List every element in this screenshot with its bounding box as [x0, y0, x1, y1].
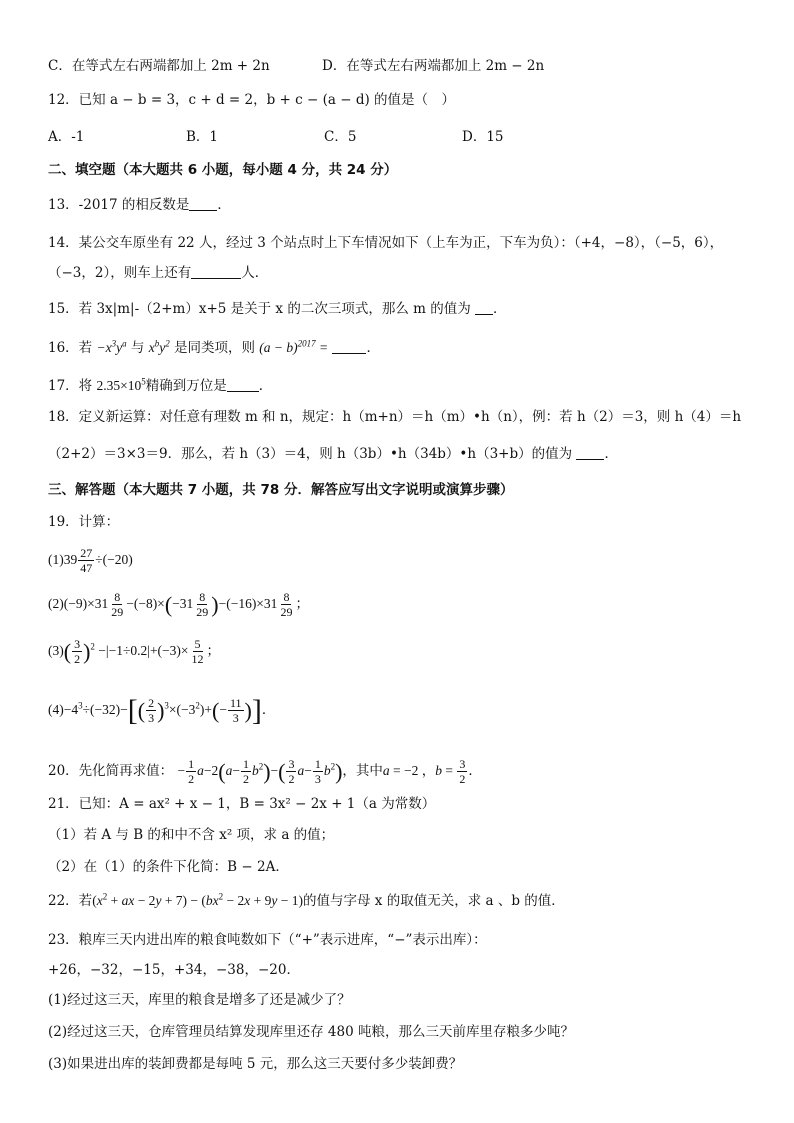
q15-answer-blank[interactable]	[475, 300, 493, 315]
q16-expression: $(a - b)^{2017}$ =	[259, 338, 329, 355]
q22: 22．若($x^2$ + ax − $2y + 7) - (bx^2 - 2x + 9y - 1)$的值与字母 x 的取值无关，求 a 、b 的值．	[48, 891, 565, 909]
q23-question3: (3)如果进出库的装卸费都是每吨 5 元，那么这三天要付多少装卸费？	[48, 1056, 463, 1072]
q14-line2	[48, 263, 268, 283]
q17-mid: 精确到万位是	[145, 378, 227, 394]
q14-answer-blank[interactable]	[191, 264, 241, 279]
q19-part1: (1)39 $\frac{27}{47}$ ÷(−20)	[48, 546, 133, 576]
q14-line1: 14．某公交车原坐有 22 人，经过 3 个站点时上下车情况如下（上车为正，下车为负）：（+4，−8），（−5，6），	[48, 235, 724, 251]
q21-stem: 21．已知：A = ax² + x − 1，B = 3x² − 2x + 1（a 为常数）	[48, 796, 436, 812]
q17-answer-blank[interactable]	[227, 377, 259, 392]
q16-mid: 与	[130, 340, 145, 356]
q16-answer-blank[interactable]	[332, 339, 366, 354]
q19-title: 19．计算：	[48, 514, 120, 530]
q18-answer-blank[interactable]	[576, 445, 604, 460]
q18-line2	[48, 444, 618, 464]
q18-line2-text: （2+2）＝3×3＝9．那么，若 h（3）＝4，则 h（3b）•h（34b）•h（3+b）的值为	[48, 446, 573, 462]
q13-end: ．	[217, 197, 231, 213]
q20-expression: − $\frac{1}{2}$ a−2(a− $\frac{1}{2}$ $b^2)-$( $\frac{3}{2}$ a− $\frac{1}{3}$ $b^2$)	[177, 757, 343, 787]
q18-line1: 18．定义新运算：对任意有理数 m 和 n，规定：h（m+n）＝h（m）•h（n），例：若 h（2）＝3，则 h（4）＝h	[48, 409, 742, 425]
q14-line2-end: 人．	[241, 265, 269, 281]
q15-text: 15．若 3x|m|-（2+m）x+5 是关于 x 的二次三项式，那么 m 的值为	[48, 301, 471, 317]
q16-end: ．	[366, 340, 380, 356]
q17-number: $2.35\times 10^5$	[96, 376, 146, 393]
q16-prefix: 16．若	[48, 340, 93, 356]
q23-values: +26，−32，−15，+34，−38，−20．	[48, 962, 300, 978]
q12-option-a: A．-1	[48, 129, 85, 145]
q12-option-c: C．5	[324, 129, 357, 145]
section2-heading: 二、填空题（本大题共 6 小题，每小题 4 分，共 24 分）	[48, 162, 398, 178]
q15	[48, 299, 507, 319]
q12-option-b: B．1	[186, 129, 219, 145]
q19-part3: (3)( $\frac{3}{2}$ )$^2$ −|−1÷0.2|+(−3)× $\frac{5}{12}$ ；	[48, 637, 221, 667]
q14-line2-text: （−3，2），则车上还有	[48, 265, 192, 281]
q21-part1: （1）若 A 与 B 的和中不含 x² 项，求 a 的值；	[48, 827, 335, 843]
q18-line2-end: ．	[604, 446, 618, 462]
q16-mid2: 是同类项，则	[173, 340, 255, 356]
q20-values: a = −2 ，b = $\frac{3}{2}$	[382, 757, 466, 787]
q19-part4: $(4)-4^3\div(-32)-$[( $\frac{2}{3}$ )$^3\times(-3^2)+(-$ $\frac{11}{3}$ )]．	[48, 693, 276, 727]
q20: 20．先化简再求值： − $\frac{1}{2}$ a−2(a− $\frac{1}{2}$ $b^2)-$( $\frac{3}{2}$ a− $\frac{1}{3}$ $b^2$)，其中a = −2 ，b = $\frac{3}{2}$ ．	[48, 757, 482, 787]
q17	[48, 376, 272, 396]
q17-prefix: 17．将	[48, 378, 93, 394]
q16	[48, 338, 380, 358]
q12-option-d: D．15	[462, 129, 504, 145]
q19-part2: (2)(−9)×31 $\frac{8}{29}$ −(−8)×(−31 $\frac{8}{29}$ )−(−16)×31 $\frac{8}{29}$ ；	[48, 590, 309, 620]
q15-end: ．	[493, 301, 507, 317]
q23-question2: (2)经过这三天，仓库管理员结算发现库里还存 480 吨粮，那么三天前库里存粮多少吨？	[48, 1024, 574, 1040]
fraction: $\frac{27}{47}$	[80, 546, 93, 576]
q16-term2: $x^by^2$	[148, 338, 170, 355]
q13	[48, 195, 231, 215]
q12-stem: 12．已知 a − b = 3，c + d = 2，b + c − (a − d) 的值是（ ）	[48, 92, 456, 108]
q13-text: 13．-2017 的相反数是	[48, 197, 190, 213]
q23-stem: 23．粮库三天内进出库的粮食吨数如下（“+”表示进库，“−”表示出库）：	[48, 932, 487, 948]
q11-option-c: C．在等式左右两端都加上 2m + 2n	[48, 58, 270, 74]
q22-expression: ($x^2$ + ax − $2y + 7) - (bx^2 - 2x + 9y - 1)$	[92, 891, 304, 908]
q17-end: ．	[258, 378, 273, 394]
q23-question1: (1)经过这三天，库里的粮食是增多了还是减少了？	[48, 992, 351, 1008]
q13-answer-blank[interactable]	[189, 196, 217, 211]
section3-heading: 三、解答题（本大题共 7 小题，共 78 分．解答应写出文字说明或演算步骤）	[48, 482, 514, 498]
q11-option-d: D．在等式左右两端都加上 2m − 2n	[322, 58, 545, 74]
q21-part2: （2）在（1）的条件下化简：B − 2A．	[48, 859, 289, 875]
q16-term1: $-x^3y^a$	[96, 338, 127, 355]
